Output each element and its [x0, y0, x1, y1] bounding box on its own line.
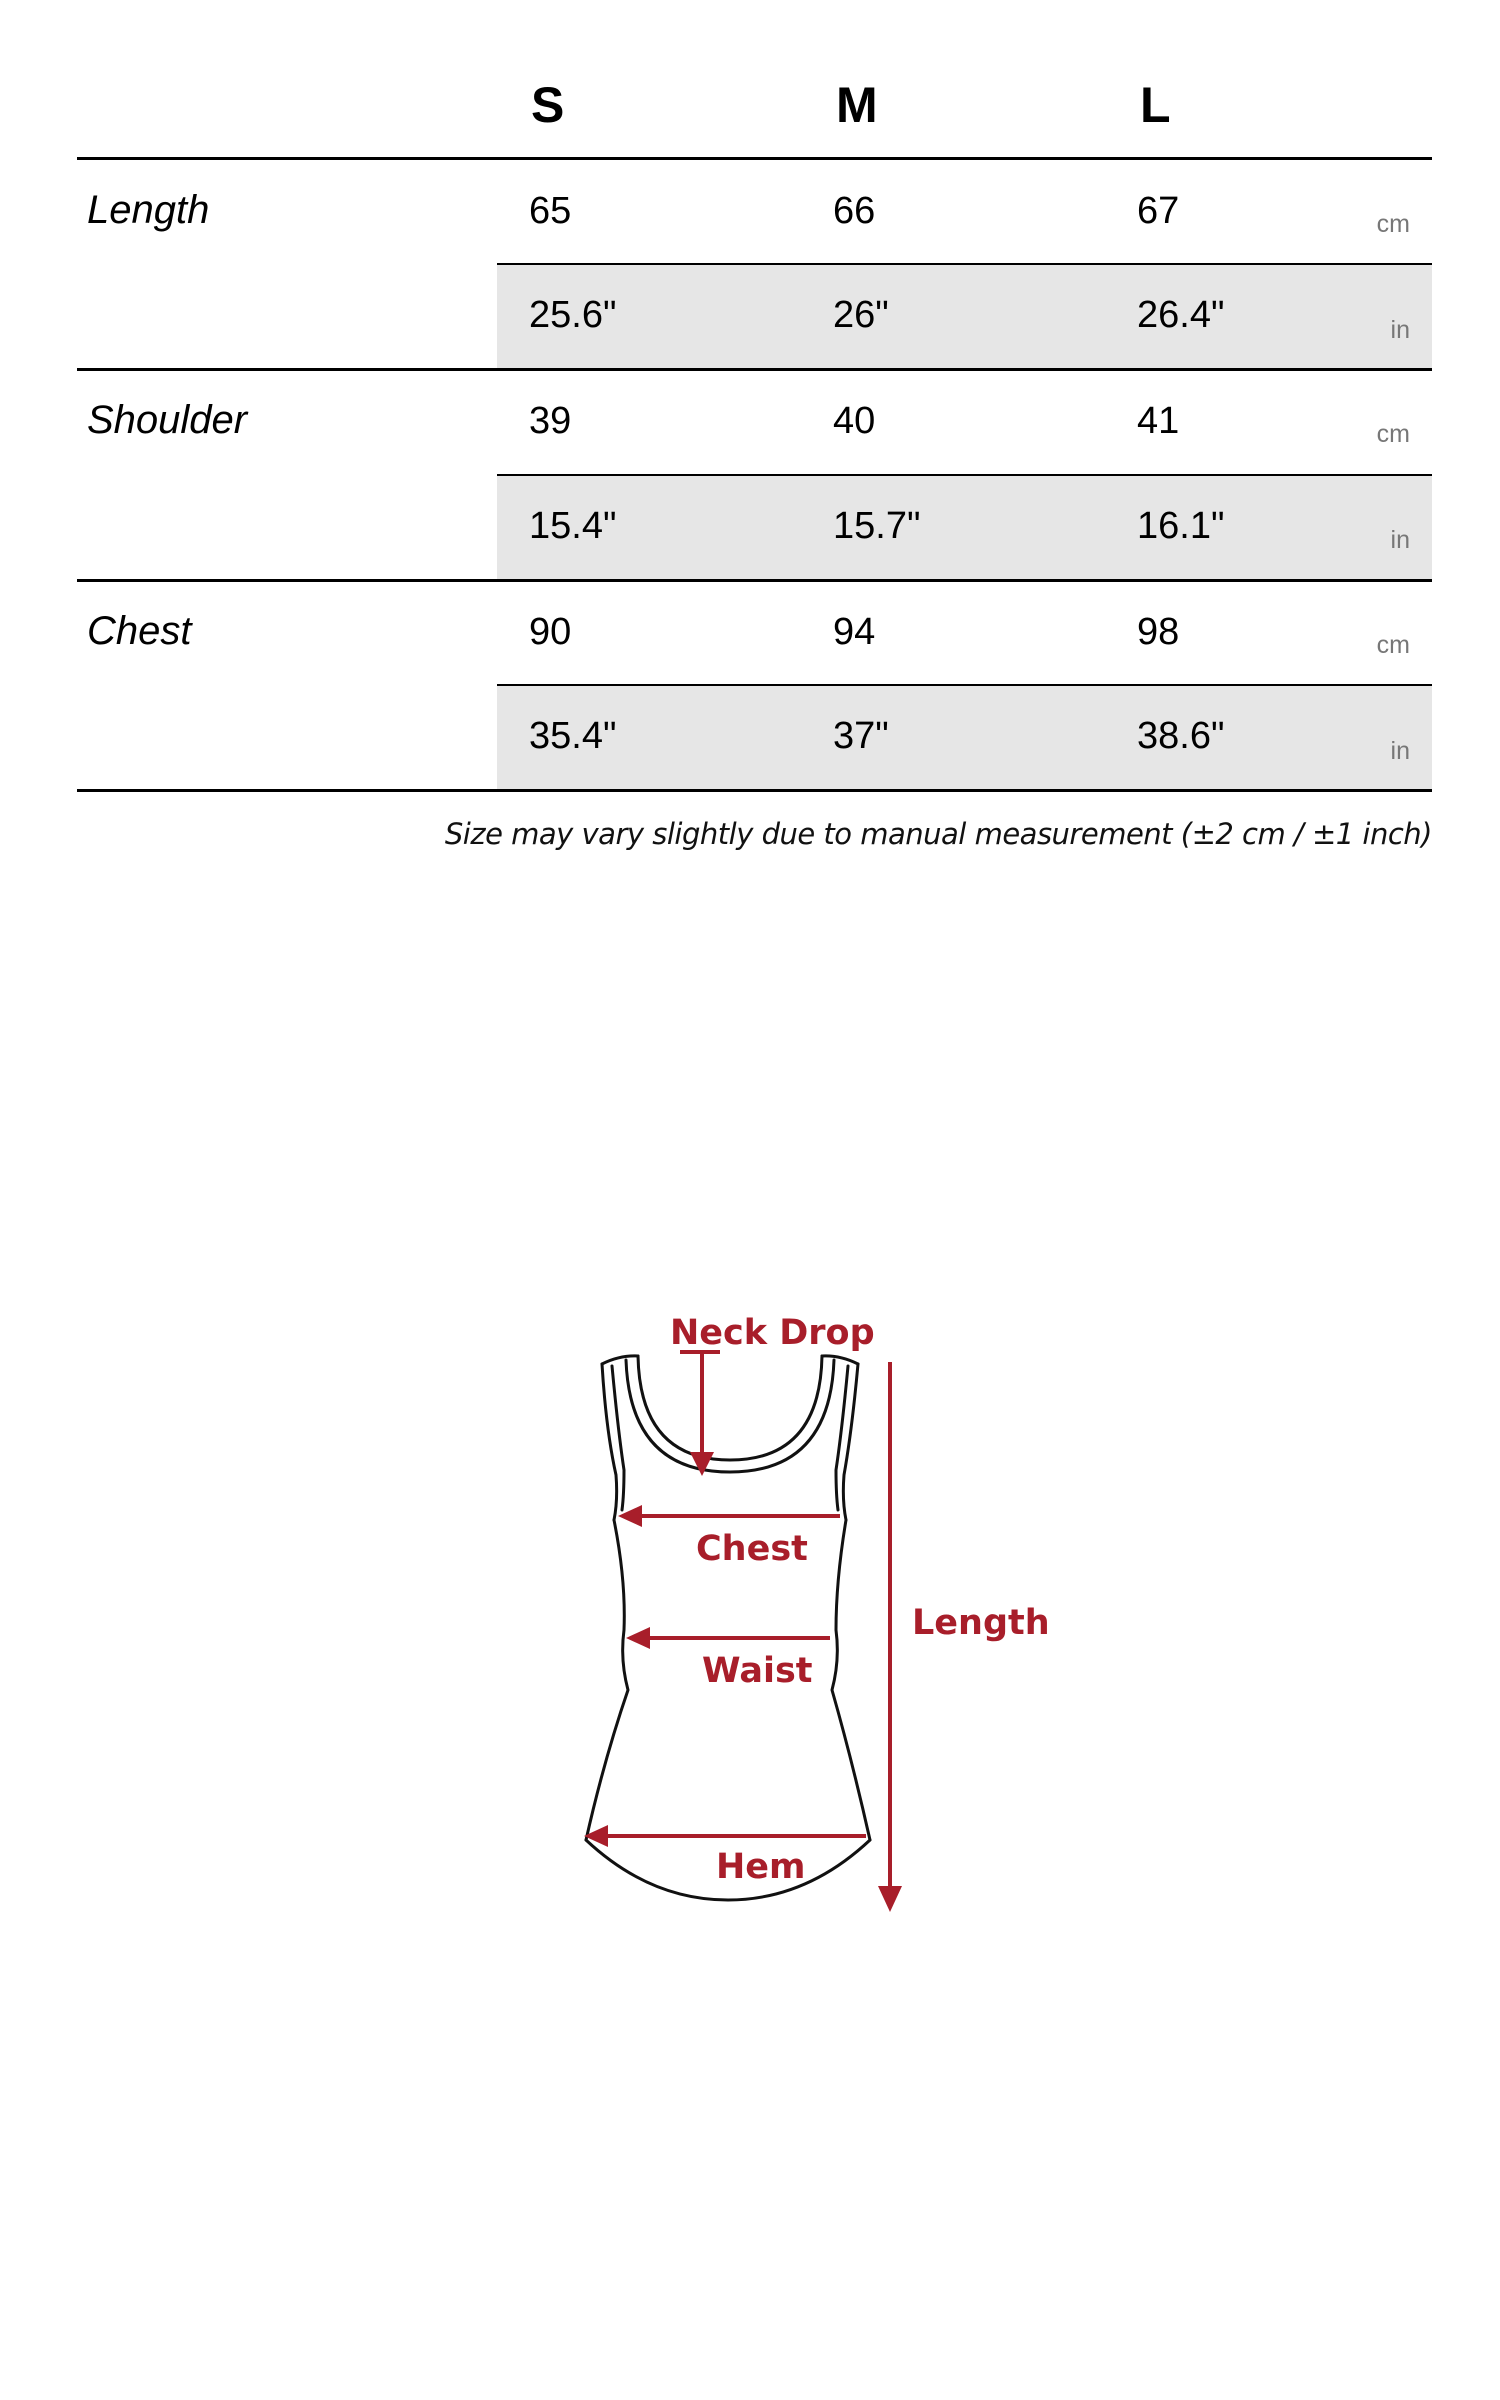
shoulder-m-cm: 40 [833, 400, 876, 442]
table-rule [77, 157, 1432, 160]
length-l-cm: 67 [1137, 190, 1180, 232]
label-neck-drop: Neck Drop [670, 1313, 875, 1353]
length-m-cm: 66 [833, 190, 876, 232]
unit-cm: cm [1376, 631, 1410, 659]
length-l-in: 26.4" [1137, 294, 1225, 336]
size-header-m: M [836, 77, 878, 133]
chest-l-in: 38.6" [1137, 715, 1225, 757]
table-rule [77, 579, 1432, 582]
table-rule [77, 789, 1432, 792]
inch-row-bg [497, 476, 1432, 579]
size-header-l: L [1140, 77, 1171, 133]
length-s-cm: 65 [529, 190, 572, 232]
shoulder-l-cm: 41 [1137, 400, 1180, 442]
shoulder-s-cm: 39 [529, 400, 572, 442]
shoulder-m-in: 15.7" [833, 505, 921, 547]
tank-top-diagram [560, 1300, 1100, 1940]
shoulder-l-in: 16.1" [1137, 505, 1225, 547]
length-m-in: 26" [833, 294, 889, 336]
measurement-note: Size may vary slightly due to manual measurement (±2 cm / ±1 inch) [444, 817, 1432, 851]
label-waist: Waist [702, 1651, 813, 1691]
row-label-shoulder: Shoulder [87, 398, 248, 442]
unit-in: in [1390, 737, 1410, 765]
label-chest: Chest [696, 1529, 808, 1569]
inch-row-bg [497, 686, 1432, 789]
chest-m-in: 37" [833, 715, 889, 757]
row-label-chest: Chest [87, 609, 192, 653]
shoulder-s-in: 15.4" [529, 505, 617, 547]
unit-in: in [1390, 526, 1410, 554]
chest-l-cm: 98 [1137, 611, 1180, 653]
unit-in: in [1390, 316, 1410, 344]
chest-s-cm: 90 [529, 611, 572, 653]
chest-m-cm: 94 [833, 611, 876, 653]
label-hem: Hem [716, 1847, 806, 1887]
row-label-length: Length [87, 188, 210, 232]
unit-cm: cm [1376, 420, 1410, 448]
chest-s-in: 35.4" [529, 715, 617, 757]
inch-row-bg [497, 265, 1432, 368]
unit-cm: cm [1376, 210, 1410, 238]
table-rule [77, 368, 1432, 371]
label-length: Length [912, 1603, 1050, 1643]
length-s-in: 25.6" [529, 294, 617, 336]
size-header-s: S [531, 77, 565, 133]
